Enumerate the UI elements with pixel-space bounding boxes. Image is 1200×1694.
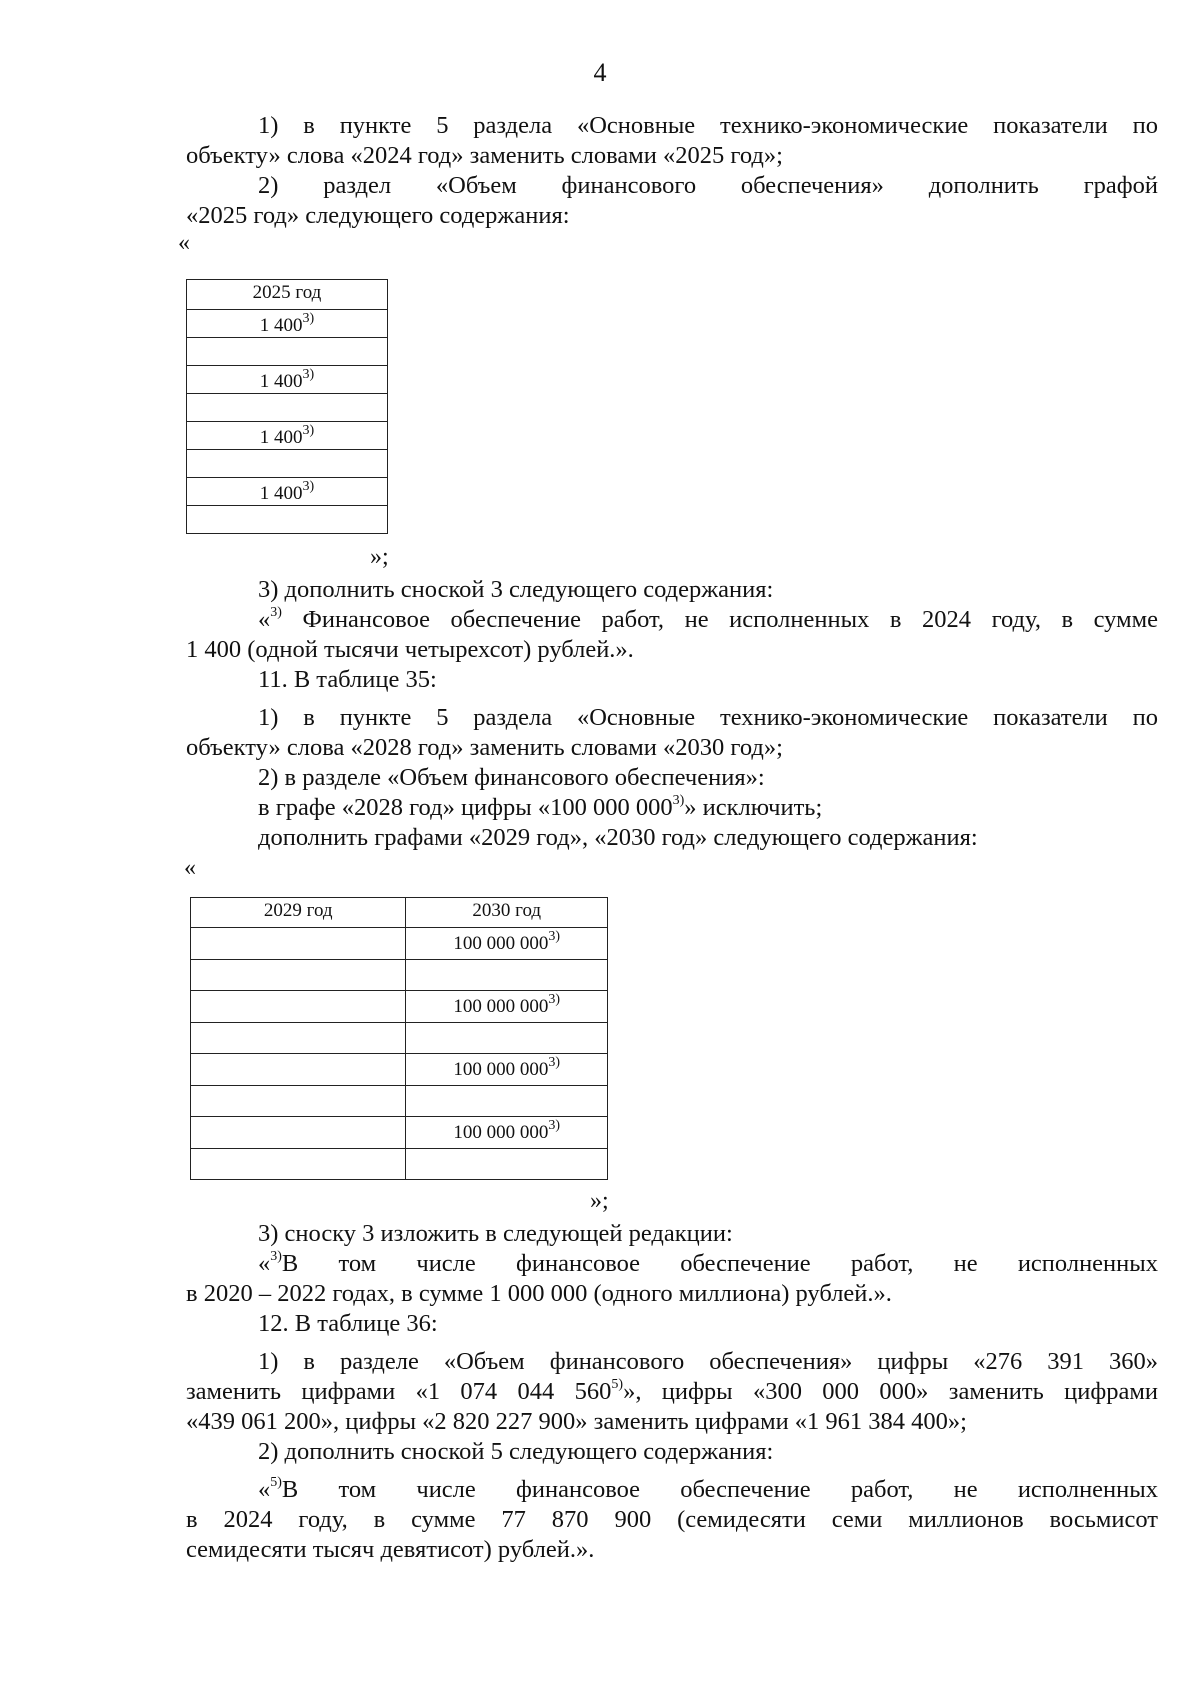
paragraph-line: в 2024 году, в сумме 77 870 900 (семидесяти семи миллионов восьмисот — [186, 1506, 1158, 1533]
paragraph-line: заменить цифрами «1 074 044 560$^{5)}$», цифры «300 000 000» заменить цифрами — [186, 1376, 1158, 1405]
table-cell-empty — [191, 928, 406, 960]
paragraph-line: 2) раздел «Объем финансового обеспечения» дополнить графой — [258, 172, 1158, 199]
quote-open: « — [184, 855, 196, 881]
table-cell: 100 000 000$^{3)}$ — [406, 928, 608, 960]
paragraph-line: в 2020 – 2022 годах, в сумме 1 000 000 (одного миллиона) рублей.». — [186, 1280, 892, 1307]
table-cell-empty — [187, 394, 388, 422]
table-2029-2030 — [190, 897, 608, 1180]
table-cell-empty — [191, 960, 406, 991]
paragraph-line: «2025 год» следующего содержания: — [186, 202, 570, 229]
table-cell-empty — [406, 1023, 608, 1054]
paragraph-line: «439 061 200», цифры «2 820 227 900» заменить цифрами «1 961 384 400»; — [186, 1408, 967, 1435]
table-cell-empty — [191, 1149, 406, 1180]
paragraph-line: семидесяти тысяч девятисот) рублей.». — [186, 1536, 595, 1563]
table-cell: 100 000 000$^{3)}$ — [406, 991, 608, 1023]
table-cell-empty — [406, 960, 608, 991]
table-cell-empty — [187, 450, 388, 478]
quote-close: »; — [590, 1188, 609, 1214]
paragraph-line: 1) в разделе «Объем финансового обеспечения» цифры «276 391 360» — [258, 1348, 1158, 1375]
table-cell: 1 400$^{3)}$ — [187, 422, 388, 450]
table-2025 — [186, 279, 388, 534]
paragraph-line: 2) дополнить сноской 5 следующего содержания: — [258, 1438, 774, 1465]
table-cell-empty — [191, 1054, 406, 1086]
page-number: 4 — [593, 58, 607, 87]
table-header-cell: 2029 год — [191, 898, 406, 928]
paragraph-line: дополнить графами «2029 год», «2030 год» следующего содержания: — [258, 824, 978, 851]
table-header-cell: 2030 год — [406, 898, 608, 928]
paragraph-line: 1 400 (одной тысячи четырехсот) рублей.». — [186, 636, 634, 663]
paragraph-line: 11. В таблице 35: — [258, 666, 437, 693]
paragraph-line: 3) сноску 3 изложить в следующей редакции: — [258, 1220, 733, 1247]
table-cell: 100 000 000$^{3)}$ — [406, 1054, 608, 1086]
table-cell-empty — [191, 1117, 406, 1149]
table-cell: 1 400$^{3)}$ — [187, 366, 388, 394]
paragraph-line: 3) дополнить сноской 3 следующего содержания: — [258, 576, 774, 603]
paragraph-line: объекту» слова «2024 год» заменить словами «2025 год»; — [186, 142, 783, 169]
quote-open: « — [178, 230, 190, 256]
paragraph-line: «$^{5)}$В том числе финансовое обеспечение работ, не исполненных — [258, 1474, 1158, 1503]
table-header-cell: 2025 год — [187, 280, 388, 310]
table-cell-empty — [191, 991, 406, 1023]
paragraph-line: 1) в пункте 5 раздела «Основные технико-экономические показатели по — [258, 112, 1158, 139]
paragraph-line: 12. В таблице 36: — [258, 1310, 438, 1337]
table-cell-empty — [406, 1086, 608, 1117]
quote-close: »; — [370, 544, 389, 570]
paragraph-line: «$^{3)}$В том числе финансовое обеспечение работ, не исполненных — [258, 1248, 1158, 1277]
table-cell-empty — [191, 1086, 406, 1117]
table-cell-empty — [187, 338, 388, 366]
paragraph-line: в графе «2028 год» цифры «100 000 000$^{3)}$» исключить; — [258, 792, 823, 821]
table-cell-empty — [406, 1149, 608, 1180]
table-cell-empty — [187, 506, 388, 534]
paragraph-line: «$^{3)}$ Финансовое обеспечение работ, не исполненных в 2024 году, в сумме — [258, 604, 1158, 633]
paragraph-line: 2) в разделе «Объем финансового обеспечения»: — [258, 764, 765, 791]
table-cell: 1 400$^{3)}$ — [187, 310, 388, 338]
table-cell: 1 400$^{3)}$ — [187, 478, 388, 506]
table-cell-empty — [191, 1023, 406, 1054]
paragraph-line: 1) в пункте 5 раздела «Основные технико-экономические показатели по — [258, 704, 1158, 731]
table-cell: 100 000 000$^{3)}$ — [406, 1117, 608, 1149]
paragraph-line: объекту» слова «2028 год» заменить словами «2030 год»; — [186, 734, 783, 761]
